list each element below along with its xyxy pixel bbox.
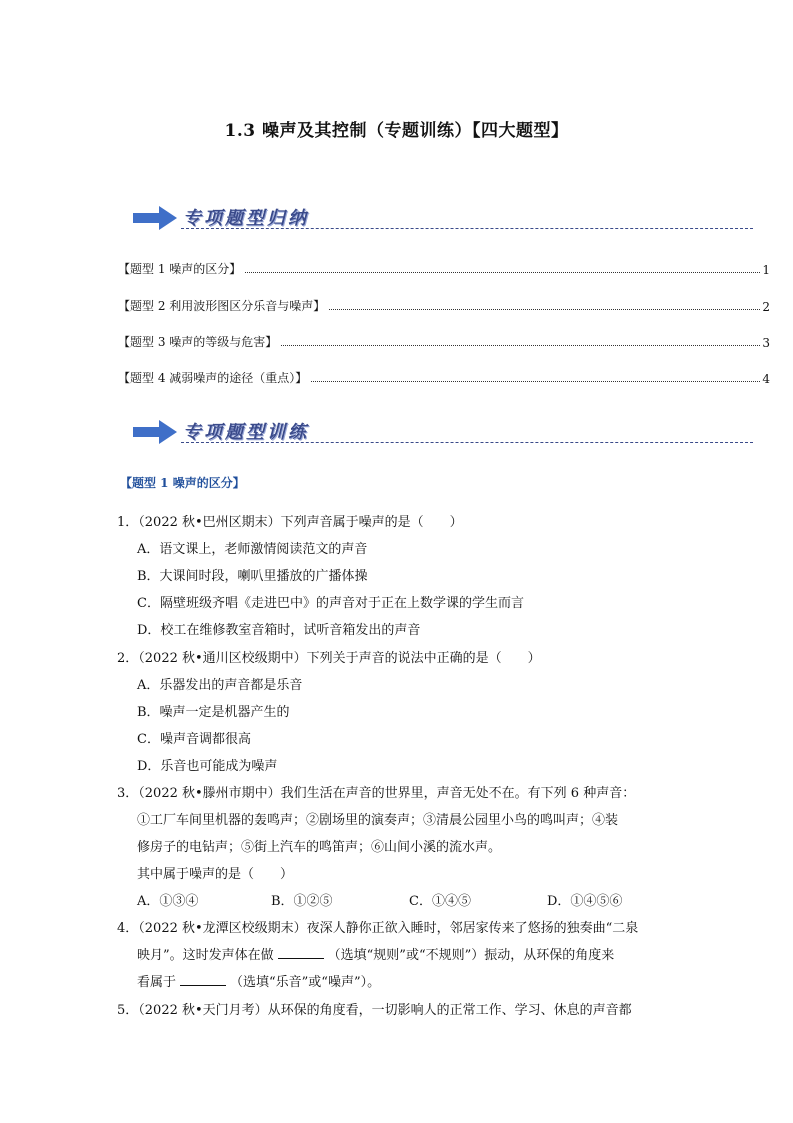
page-title: 1.3 噪声及其控制（专题训练）【四大题型】 — [224, 121, 569, 141]
banner-title: 专项题型归纳 — [183, 208, 309, 229]
question-3-text: 修房子的电钻声；⑤街上汽车的鸣笛声；⑥山间小溪的流水声。 — [137, 840, 502, 855]
arrow-right-icon — [133, 206, 177, 230]
question-2-option-d: D．乐音也可能成为噪声 — [137, 759, 278, 774]
banner-divider — [181, 228, 753, 229]
toc-leader — [311, 381, 760, 382]
banner-divider — [181, 442, 753, 443]
section-banner-summary — [133, 202, 753, 236]
toc-leader — [281, 345, 760, 346]
question-1-option-d: D．校工在维修教室音箱时，试听音箱发出的声音 — [137, 623, 421, 638]
question-3-stem: 3．（2022 秋•滕州市期中）我们生活在声音的世界里，声音无处不在。有下列 6 种声音： — [117, 786, 636, 801]
question-2-option-c: C．噪声音调都很高 — [137, 732, 251, 747]
question-1-stem: 1．（2022 秋•巴州区期末）下列声音属于噪声的是（ ） — [117, 515, 463, 530]
question-4-text: 看属于 （选填“乐音”或“噪声”）。 — [137, 975, 381, 990]
question-3-option-d: D．①④⑤⑥ — [547, 894, 623, 909]
toc-item[interactable]: 【题型 2 利用波形图区分乐音与噪声】 2 — [118, 299, 770, 314]
question-2-option-b: B．噪声一定是机器产生的 — [137, 705, 290, 720]
question-3-text: 其中属于噪声的是（ ） — [137, 867, 294, 882]
question-4-text: 映月”。这时发声体在做 （选填“规则”或“不规则”）振动，从环保的角度来 — [137, 948, 615, 963]
toc-leader — [245, 272, 760, 273]
section-banner-training — [133, 416, 753, 450]
question-2-stem: 2．（2022 秋•通川区校级期中）下列关于声音的说法中正确的是（ ） — [117, 651, 541, 666]
section-heading: 【题型 1 噪声的区分】 — [120, 476, 245, 490]
question-3-option-b: B．①②⑤ — [271, 894, 333, 909]
toc-item[interactable]: 【题型 3 噪声的等级与危害】 3 — [118, 335, 770, 350]
question-2-option-a: A．乐器发出的声音都是乐音 — [137, 678, 303, 693]
question-5-stem: 5．（2022 秋•天门月考）从环保的角度看，一切影响人的正常工作、学习、休息的声音都 — [117, 1003, 632, 1018]
toc-item[interactable]: 【题型 4 减弱噪声的途径（重点）】 4 — [118, 371, 770, 386]
toc-leader — [329, 309, 760, 310]
question-1-option-c: C．隔壁班级齐唱《走进巴中》的声音对于正在上数学课的学生而言 — [137, 596, 524, 611]
question-3-option-c: C．①④⑤ — [409, 894, 471, 909]
banner-title: 专项题型训练 — [183, 422, 309, 443]
arrow-right-icon — [133, 420, 177, 444]
question-1-option-b: B．大课间时段，喇叭里播放的广播体操 — [137, 569, 368, 584]
question-3-option-a: A．①③④ — [137, 894, 199, 909]
question-3-text: ①工厂车间里机器的轰鸣声；②剧场里的演奏声；③清晨公园里小鸟的鸣叫声；④装 — [137, 813, 619, 828]
question-1-option-a: A．语文课上，老师激情阅读范文的声音 — [137, 542, 368, 557]
question-4-stem: 4．（2022 秋•龙潭区校级期末）夜深人静你正欲入睡时，邻居家传来了悠扬的独奏曲“二泉 — [117, 921, 639, 936]
toc-item[interactable]: 【题型 1 噪声的区分】 1 — [118, 262, 770, 277]
answer-blank[interactable] — [180, 973, 226, 986]
answer-blank[interactable] — [278, 946, 324, 959]
